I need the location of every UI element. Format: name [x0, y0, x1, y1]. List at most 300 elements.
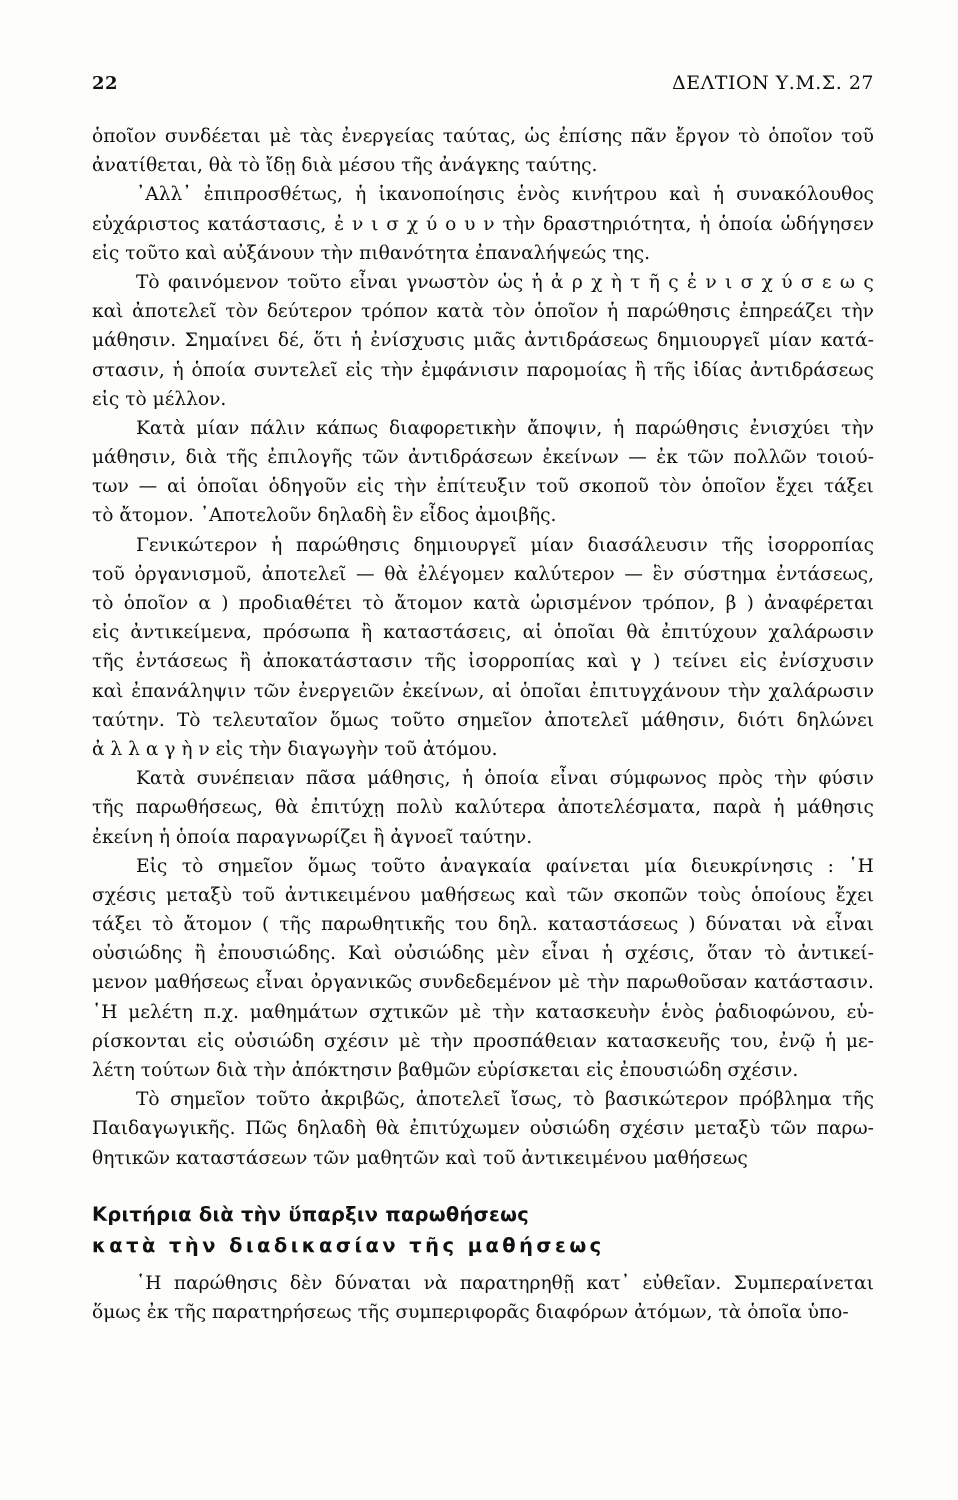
word: κάπως [316, 417, 379, 439]
word: ν [705, 271, 717, 293]
word: καὶ [586, 651, 619, 673]
word: τοῦ [536, 476, 569, 498]
word: μάθησις, [367, 768, 451, 790]
word: π.χ. [203, 1001, 239, 1023]
word: κατάστασιν. [754, 972, 874, 994]
word: ἢ [239, 651, 251, 673]
word: μάθησιν. [92, 330, 177, 352]
word: τὸ [151, 914, 174, 936]
text-line [92, 618, 874, 647]
word: μίαν [530, 534, 574, 556]
word: σχτικῶν [368, 1001, 449, 1023]
word: ὁποῖον [533, 301, 599, 323]
word: οὐσιώδης [393, 943, 485, 965]
word: σύστημα [683, 563, 767, 585]
word: τῆς [279, 914, 312, 936]
word: του, [730, 1030, 769, 1052]
word: ὁποῖαι [519, 680, 582, 702]
word: ( [262, 914, 270, 936]
word: ἀποτελεῖ [261, 563, 347, 585]
word: ἔχει [775, 476, 814, 498]
text-line: εἰς τὸ μέλλον. [92, 388, 227, 410]
word: — [138, 476, 158, 498]
word: σχέσις, [624, 943, 695, 965]
text-line [92, 793, 874, 822]
word: β [725, 593, 737, 614]
word: ) [653, 651, 661, 673]
word: ἐπηρεάζει [739, 301, 833, 323]
word: — [624, 563, 643, 585]
word: ἐνίσχυσις [370, 330, 465, 352]
text-line: τὸ ἄτομον. ᾿Αποτελοῦν δηλαδὴ ἓν εἶδος ἀμοιβῆς. [92, 505, 557, 527]
word: τὴν [380, 359, 414, 381]
word: ἢ [360, 622, 373, 644]
word: τὸ [362, 593, 384, 614]
word: ὀργανικῶς [310, 972, 413, 994]
word: — [628, 447, 647, 469]
word: μεταξὺ [694, 1118, 761, 1140]
text-line [92, 852, 874, 881]
word: ῾Η [848, 855, 874, 877]
paragraphs-container [92, 122, 874, 1173]
word: σχέσις [92, 884, 156, 906]
word: ὡς [497, 271, 524, 293]
word: τὸν [225, 301, 259, 323]
word: συνακόλουθος [736, 184, 874, 206]
word: ῆ [648, 271, 660, 293]
text-line [92, 122, 874, 151]
word: Εἰς [136, 855, 168, 877]
word: καλύτερα [454, 797, 546, 819]
word: ο [445, 213, 457, 235]
word: ἄτομον [183, 914, 253, 936]
word: τῆς [226, 447, 258, 469]
word: σύμφωνος [609, 768, 707, 790]
word: ἀναγκαία [439, 855, 532, 877]
text-line [92, 1269, 874, 1298]
word: παρώθησις [626, 301, 731, 323]
word: παρωθητικῆς [321, 914, 446, 936]
word: τρόπον [360, 301, 429, 323]
word: Σημαίνει [184, 330, 270, 352]
word: τὰς [299, 126, 333, 147]
word: παρω- [816, 1118, 874, 1140]
word: ἐπουσιώδης. [217, 943, 337, 965]
word: τὸ [738, 126, 760, 147]
word: καὶ [525, 884, 557, 906]
word: Κατὰ [136, 768, 186, 790]
paragraph [92, 531, 874, 765]
word: ἡ [606, 301, 619, 323]
text-line [92, 326, 874, 355]
word: τῆς [842, 1089, 874, 1111]
word: τὴν [430, 1030, 464, 1052]
word: μὲ [459, 1001, 482, 1023]
word: τὸν [492, 301, 526, 323]
word: δηλώνει [796, 709, 874, 731]
word: μὲ [398, 1030, 421, 1052]
word: παρωθοῦσαν [626, 972, 748, 994]
word: εὐθεῖαν. [642, 1272, 722, 1294]
word: ῾Η [136, 1272, 162, 1294]
word: ὁποῖαι [553, 622, 616, 644]
word: παρωθήσεως, [135, 797, 263, 819]
word: ἀντικειμένου [284, 884, 411, 906]
word: : [827, 855, 834, 877]
word: τὴν [841, 301, 874, 323]
text-line [92, 560, 874, 589]
word: ) [746, 593, 754, 614]
word: ὀργανισμοῦ, [134, 563, 253, 585]
word: τάξει [92, 914, 143, 936]
word: ὡρισμένον [530, 593, 633, 614]
word: Τὸ [176, 709, 201, 731]
word: — [356, 563, 375, 585]
word: πολὺ [396, 797, 443, 819]
word: μιᾶς [473, 330, 516, 352]
word: τοιού- [816, 447, 874, 469]
word: εἰς [356, 476, 385, 498]
word: σκοποῦ [578, 476, 649, 498]
word: χ [406, 213, 419, 235]
word: ἐπίτευξιν [436, 476, 527, 498]
word: του [455, 914, 488, 936]
text-line [92, 297, 874, 326]
word: αἱ [167, 476, 187, 498]
word: ἐπιτύχῃ [310, 797, 385, 819]
word: αἱ [522, 622, 543, 644]
text-line: ἀνατίθεται, θὰ τὸ ἴδῃ διὰ μέσου τῆς ἀνάγκης ταύτης. [92, 155, 598, 177]
page-number: 22 [92, 73, 119, 94]
word: ἢ [634, 359, 646, 381]
word: κατὰ [473, 593, 521, 614]
word: ὁποία [484, 768, 539, 790]
word: σημεῖον [170, 1089, 246, 1111]
word: Συμπεραίνεται [733, 1272, 874, 1294]
text-line [92, 910, 874, 939]
word: στασιν, [92, 359, 165, 381]
word: ἐκείνων, [402, 680, 485, 702]
word: Πῶς [245, 1118, 288, 1140]
word: ἰσορροπίας [767, 534, 874, 556]
word: σκοπῶν [613, 884, 688, 906]
word: εἶναι [255, 972, 304, 994]
word: διότι [737, 709, 785, 731]
word: τῶν [361, 447, 399, 469]
word: οὐσιώδη [234, 1030, 315, 1052]
word: μίαν [768, 330, 812, 352]
word: ὁποῖον [123, 593, 189, 614]
word: μὲ [269, 126, 292, 147]
word: ἐντάσεως, [776, 563, 874, 585]
word: θὰ [274, 797, 299, 819]
word: ὁποῖον [701, 476, 766, 498]
word: τῆς [424, 651, 457, 673]
word: κατά- [820, 330, 874, 352]
word: μίαν [196, 417, 240, 439]
text-line: θητικῶν καταστάσεων τῶν μαθητῶν καὶ τοῦ ἀντικειμένου μαθήσεως [92, 1147, 748, 1169]
word: τῆς [92, 797, 124, 819]
word: θὰ [384, 563, 409, 585]
word: καὶ [669, 184, 701, 206]
text-line: εἰς τοῦτο καὶ αὐξάνουν τὴν πιθανότητα ἐπαναλήψεώς της. [92, 242, 651, 264]
word: ἀντιδράσεων [408, 447, 534, 469]
word: δηλαδὴ [297, 1118, 367, 1140]
word: εὑ- [846, 1001, 874, 1023]
word: ἀποτελεῖ [544, 709, 629, 731]
word: ὁποῖον [768, 126, 833, 147]
word: προσπάθειαν [472, 1030, 597, 1052]
word: κατ᾿ [586, 1272, 631, 1294]
text-line [92, 414, 874, 443]
text-line [92, 1085, 874, 1114]
word: δύναται [705, 914, 782, 936]
word: τῆς [92, 651, 124, 673]
word: ) [688, 914, 696, 936]
word: ὅμως [307, 855, 357, 877]
word: ἰδίας [693, 359, 743, 381]
text-line [92, 531, 874, 560]
word: κατάστασις, [207, 213, 327, 235]
word: μελέτη [128, 1001, 193, 1023]
word: προδιαθέτει [238, 593, 353, 614]
word: τοὺς [697, 884, 741, 906]
word: παρὰ [713, 797, 762, 819]
word: κινήτρου [571, 184, 657, 206]
word: τελευταῖον [212, 709, 318, 731]
word: ὁποίους [750, 884, 826, 906]
word: κατασκευὴν [535, 1001, 651, 1023]
word: των [92, 476, 129, 498]
word: τὸ [92, 593, 114, 614]
word: τοῦτο [371, 855, 426, 877]
word: ἡ [613, 417, 625, 439]
paragraph [92, 1085, 874, 1173]
word: πρὸς [718, 768, 763, 790]
word: τὴν [841, 417, 874, 439]
word: Τὸ [136, 1089, 160, 1111]
section-heading-line-1: Κριτήρια διὰ τὴν ὕπαρξιν παρωθήσεως [92, 1202, 530, 1226]
word: μὲ [558, 972, 581, 994]
word: με- [845, 1030, 874, 1052]
word: εὐχάριστος [92, 213, 200, 235]
word: ν [351, 213, 364, 235]
word: τρόπον, [642, 593, 716, 614]
text-line [92, 268, 874, 297]
word: ἡ [824, 1030, 837, 1052]
word: τὸ [181, 855, 204, 877]
word: τοῦτο [287, 271, 342, 293]
word: ἀντιδράσεως [749, 359, 874, 381]
word: θὰ [626, 622, 651, 644]
word: ταύτας, [442, 126, 517, 147]
word: ἡ [773, 797, 785, 819]
word: κατασκευῆς [606, 1030, 721, 1052]
word: ἡ [271, 534, 283, 556]
word: ἐνίσχυσιν [778, 651, 874, 673]
text-line [92, 443, 874, 472]
word: τῆς [653, 359, 686, 381]
word: ὁποῖαι [196, 476, 259, 498]
word: μαθήσεως [420, 884, 516, 906]
word: πολλῶν [733, 447, 807, 469]
word: ἡ [531, 271, 543, 293]
journal-title: ΔΕΛΤΙΟΝ Υ.Μ.Σ. 27 [672, 72, 874, 94]
word: ς [668, 271, 679, 293]
word: παρατηρηθῇ [459, 1272, 574, 1294]
word: πᾶσα [305, 768, 356, 790]
word: ε [821, 271, 832, 293]
word: ὴ [610, 271, 622, 293]
word: παρομοίας [526, 359, 627, 381]
word: ἐπιλογῆς [267, 447, 353, 469]
word: συνδέεται [164, 126, 261, 147]
word: εἶναι [550, 768, 599, 790]
word: σ [740, 271, 754, 293]
word: ἐ [687, 271, 697, 293]
word: τῶν [687, 447, 725, 469]
word: μαθήσεως [154, 972, 250, 994]
word: ύ [425, 213, 438, 235]
word: ἀντιδράσεως [524, 330, 649, 352]
word: ὁδηγοῦν [268, 476, 347, 498]
word: τὴν [586, 972, 620, 994]
word: ἀκριβῶς, [320, 1089, 406, 1111]
word: ρ [571, 271, 583, 293]
word: εἶναι [825, 914, 874, 936]
word: εἰς [345, 359, 373, 381]
text-line: ὅμως ἐκ τῆς παρατηρήσεως τῆς συμπεριφορᾶς διαφόρων ἀτόμων, τὰ ὁποῖα ὑπο- [92, 1301, 849, 1323]
word: ἀ [550, 271, 564, 293]
word: φαίνεται [545, 855, 630, 877]
word: φαινόμενον [167, 271, 279, 293]
word: ἓν [652, 563, 674, 585]
text-line [92, 939, 874, 968]
word: βασικώτερον [605, 1089, 729, 1111]
word: ἐμφάνισιν [421, 359, 519, 381]
word: ρίσκονται [92, 1030, 188, 1052]
word: τὸ [573, 1089, 595, 1111]
word: τῶν [253, 680, 291, 702]
text-line [92, 998, 874, 1027]
word: δύναται [334, 1272, 412, 1294]
word: δὲν [289, 1272, 323, 1294]
word: ὅτι [313, 330, 343, 352]
text-line [92, 706, 874, 735]
text-line [92, 210, 874, 239]
body-text [92, 122, 874, 1327]
word: ἀντικεί- [797, 943, 874, 965]
word: δέ, [277, 330, 305, 352]
word: τῶν [566, 884, 604, 906]
word: ν [483, 213, 495, 235]
word: ἐπίσης [558, 126, 623, 147]
paragraph [92, 852, 874, 1086]
word: ἀποτελεῖ [415, 1089, 501, 1111]
word: καὶ [92, 301, 124, 323]
word: Τὸ [136, 271, 160, 293]
word: ᾿Αλλ᾿ [136, 184, 192, 206]
word: εἶναι [541, 943, 590, 965]
word: εἶναι [349, 271, 398, 293]
word: σημεῖον [456, 709, 533, 731]
word: διευκρίνησις [690, 855, 814, 877]
word: ῾Η [92, 1001, 118, 1023]
word: ἐπιπροσθέτως, [203, 184, 343, 206]
text-line [92, 764, 874, 793]
text-line [92, 968, 874, 997]
text-line [92, 881, 874, 910]
word: ἄτομον [394, 593, 463, 614]
word: τείνει [672, 651, 728, 673]
text-line [92, 356, 874, 385]
word: σημεῖον [217, 855, 294, 877]
word: τὸν [658, 476, 692, 498]
word: τὸ [764, 943, 786, 965]
word: Παιδαγωγικῆς. [92, 1118, 236, 1140]
word: οὐσιώδη [529, 1118, 610, 1140]
word: Γενικώτερον [136, 534, 258, 556]
word: ἐκείνων [542, 447, 619, 469]
word: ύ [781, 271, 793, 293]
text-line: ἐκείνη ἡ ὁποία παραγνωρίζει ἢ ἀγνοεῖ ταύτην. [92, 826, 533, 848]
word: οὐσιώδης [92, 943, 183, 965]
word: ἀποκατάστασιν [262, 651, 413, 673]
word: ῥαδιοφώνου, [714, 1001, 836, 1023]
word: ἔχει [835, 884, 874, 906]
word: ἡ [699, 213, 711, 235]
text-line [92, 589, 874, 618]
text-line [92, 1027, 874, 1056]
text-line [92, 1114, 874, 1143]
word: ω [839, 271, 856, 293]
word: μάθησιν, [640, 709, 726, 731]
word: ἐλέγομεν [417, 563, 505, 585]
word: ἡ [350, 330, 362, 352]
word: ἐπιτύχουν [661, 622, 758, 644]
word: καὶ [92, 680, 124, 702]
word: τοῦ [242, 884, 275, 906]
word: γ [630, 651, 642, 673]
word: τοῦ [841, 126, 874, 147]
word: αἱ [492, 680, 512, 702]
word: ἑνὸς [661, 1001, 705, 1023]
word: ἐντάσεως [135, 651, 228, 673]
word: τοῦτο [255, 1089, 311, 1111]
word: ἄποψιν, [527, 417, 603, 439]
final-paragraph [92, 1269, 874, 1327]
word: εἰς [739, 651, 767, 673]
word: ἐ [334, 213, 345, 235]
word: καλύτερον [514, 563, 615, 585]
word: τῆς [721, 534, 754, 556]
word: μενον [92, 972, 148, 994]
word: παρώθησις [296, 534, 400, 556]
word: χ [761, 271, 773, 293]
word: σ [386, 213, 399, 235]
word: μία [644, 855, 677, 877]
page-header [92, 72, 874, 102]
word: διὰ [185, 447, 217, 469]
word: ἡ [355, 184, 367, 206]
word: ἡ [712, 184, 724, 206]
paragraph [92, 122, 874, 180]
word: ἐνισχύει [749, 417, 831, 439]
word: εἰς [196, 1030, 225, 1052]
word: ἱκανοποίησις [378, 184, 505, 206]
word: παρώθησις [635, 417, 739, 439]
word: διασάλευσιν [587, 534, 708, 556]
